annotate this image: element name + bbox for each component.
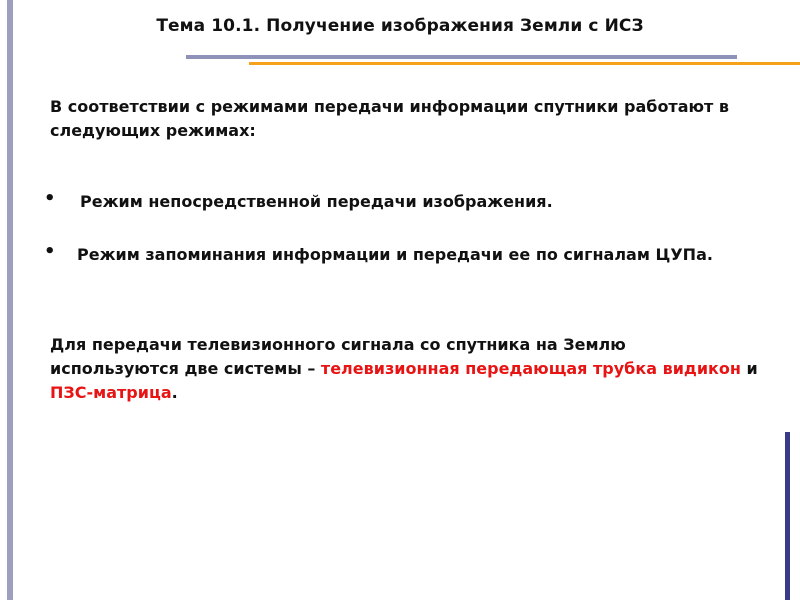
- highlight-vidicon: телевизионная передающая трубка видикон: [320, 359, 741, 378]
- intro-text: В соответствии с режимами передачи информации спутники работают в следующих режимах:: [50, 97, 730, 140]
- highlight-ccd-matrix: ПЗС-матрица: [50, 383, 172, 402]
- paragraph-part: Для передачи телевизионного сигнала со спутника на Землю используются две системы –: [50, 335, 626, 378]
- title-underline-orange: [249, 62, 800, 65]
- left-decorative-bar: [7, 0, 13, 600]
- right-decorative-bar: [785, 432, 790, 600]
- bullet-dot: •: [44, 241, 56, 262]
- title-underline-blue: [186, 55, 737, 59]
- bullet-item-1: Режим непосредственной передачи изображения.: [80, 192, 553, 211]
- paragraph-text: [50, 333, 760, 405]
- bullet-dot: •: [44, 188, 56, 209]
- slide-title: Тема 10.1. Получение изображения Земли с ИСЗ: [156, 16, 644, 36]
- paragraph-connector: и: [740, 359, 758, 378]
- paragraph-end: .: [171, 383, 178, 402]
- bullet-item-2: Режим запоминания информации и передачи ее по сигналам ЦУПа.: [77, 245, 713, 264]
